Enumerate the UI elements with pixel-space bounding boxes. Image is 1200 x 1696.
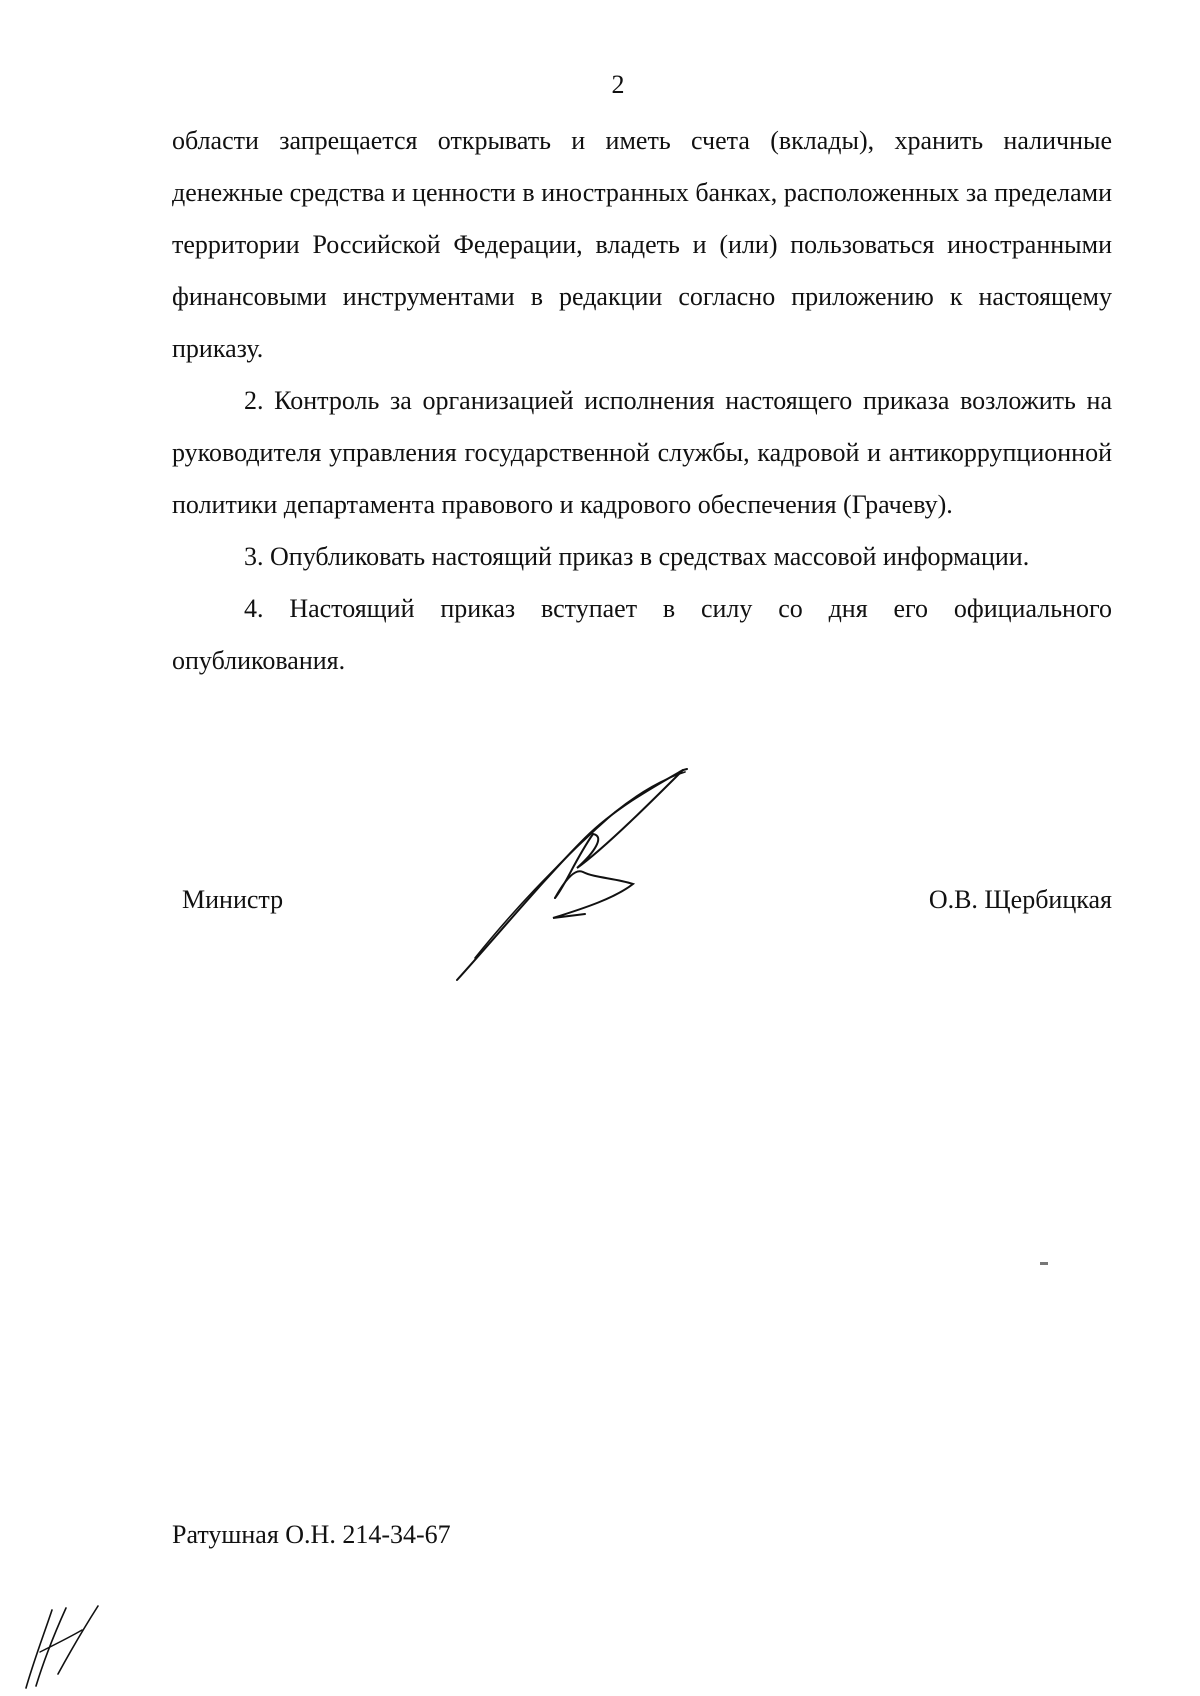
scan-artifact (1040, 1262, 1048, 1265)
page-number: 2 (611, 70, 625, 99)
executor-contact: Ратушная О.Н. 214-34-67 (172, 1520, 451, 1549)
handwritten-initials (22, 1600, 102, 1690)
paragraph-item-4: 4. Настоящий приказ вступает в силу со дня его официального опубликования. (172, 594, 1112, 675)
paragraph-item-2: 2. Контроль за организацией исполнения настоящего приказа возложить на руководителя управления государственной службы, кадровой и антикоррупционной политики департамента правового и кадрового обеспечения (Грачеву). (172, 386, 1112, 519)
paragraph-item-3: 3. Опубликовать настоящий приказ в средствах массовой информации. (244, 542, 1030, 571)
document-body (172, 115, 1112, 687)
paragraph-continuation: области запрещается открывать и иметь счета (вклады), хранить наличные денежные средства и ценности в иностранных банках, расположенных за пределами территории Российской Федерации, владеть и (или) пользоваться иностранными финансовыми инструментами в редакции согласно приложению к настоящему приказу. (172, 126, 1112, 363)
handwritten-signature (455, 768, 725, 983)
signer-name: О.В. Щербицкая (928, 885, 1112, 914)
signer-title: Министр (182, 885, 284, 914)
